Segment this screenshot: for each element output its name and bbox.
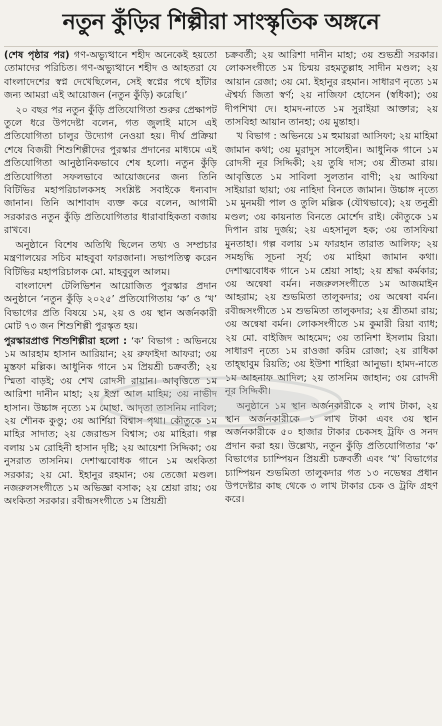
- winners-list-ka: ‘ক’ বিভাগ : অভিনয়ে ১ম আরহাম হাসান আরিয়ান; ২য় রুফাইদা আফরা; ৩য় মুস্তফা মল্লিক। আধুনিক গানে ১ম প্রিয়শ্রী চক্রবর্তী; ২য় স্মিতা বাড়ই; ৩য় শেখ রোদসী রায়ান। আবৃত্তিতে ১ম আরিশা দানীন মাহা; ২য় ইস্রা আল মাহিম; ৩য় নাভীদ হাসান। উচ্চাঙ্গ নৃত্যে ১ম মোছা. আদৃতা তাসনিম নাবিল; ২য় শৌনক কুণ্ডু; ৩য় আর্শিয়া বিশ্বাস পৃথা। কৌতুকে ১ম মাহির সাদাত; ২য় জেরান্ডস বিশ্বাস; ৩য় মাহিরা। গল্প বলায় ১ম রোহিনী হাসান দৃষ্টি; ২য় আয়েশা সিদ্দিকা; ৩য় নুসরাত তাসনিম। দেশাত্মবোধক গানে ১ম অংকিতা সরকার; ২য় মো. ইহানুর রহমান; ৩য় তেজো মণ্ডল। নজরুলসংগীতে ১ম অভিজ্ঞা বসাক; ২য় শ্রেয়া রায়; ৩য় অংকিতা সরকার। রবীন্দ্রসংগীতে ১ম প্রিয়শ্রী: [4, 335, 217, 508]
- right-column: [225, 49, 438, 725]
- paragraph-background: ২০ বছর পর নতুন কুঁড়ি প্রতিযোগিতা শুরুর প্রেক্ষাপট তুলে ধরে উপদেষ্টা বলেন, গত জুলাই মাসে এই প্রতিযোগিতা চালুর উদ্যোগ নেওয়া হয়। দীর্ঘ প্রক্রিয়া শেষে বিজয়ী শিশুশিল্পীদের পুরস্কার প্রদানের মাধ্যমে এই প্রতিযোগিতা আনুষ্ঠানিকভাবে শেষ হলো। নতুন কুঁড়ি প্রতিযোগিতা সফলভাবে আয়োজনের জন্য তিনি বিটিভির মহাপরিচালকসহ সংশ্লিষ্ট সবাইকে ধন্যবাদ জানান। তিনি আশাবাদ ব্যক্ত করে বলেন, আগামী সরকারও নতুন কুঁড়ি প্রতিযোগিতার ধারাবাহিকতা বজায় রাখবে।: [4, 104, 217, 237]
- paragraph-awards: বাংলাদেশ টেলিভিশন আয়োজিত পুরস্কার প্রদান অনুষ্ঠানে ‘নতুন কুঁড়ি ২০২৫’ প্রতিযোগিতায় ‘ক’ ও ‘খ’ বিভাগের প্রতি বিষয়ে ১ম, ২য় ও ৩য় স্থান অর্জনকারী মোট ৭৩ জন শিশুশিল্পী পুরস্কৃত হয়।: [4, 280, 217, 333]
- continuation-label: (শেষ পৃষ্ঠার পর): [4, 50, 70, 61]
- winners-list-kha: খ বিভাগ : অভিনয়ে ১ম হুমায়রা আসিফা; ২য় মাহিমা জামান কথা; ৩য় মুরাদুস সালেহীন। আধুনিক গানে ১ম রোদসী নূর সিদ্দিকী; ২য় তুষি দাস; ৩য় শ্রীতমা রায়। আবৃত্তিতে ১ম সাবিলা সুলতান বাণী; ২য় আফিয়া সাইয়ারা ছায়া; ৩য় নাহিদা বিনতে জামান। উচ্চাঙ্গ নৃত্যে ১ম মুনময়ী পাল ও তুলি মল্লিক (যৌথভাবে); ২য় তনুশ্রী মণ্ডল; ৩য় কায়নাত বিনতে মোর্শেদ রাই। কৌতুকে ১ম দিপান রায় দুর্জয়; ২য় এহসানুল হক; ৩য় তাসফিয়া মুনতাহা। গল্প বলায় ১ম ফারহান তারাত আলিফ; ২য় সমহৃদ্ধি সূচনা সূর্য; ৩য় মাহিমা জামান কথা। দেশাত্মবোধক গানে ১ম শ্রেয়া সাহা; ২য় শ্রদ্ধা কর্মকার; ৩য় অন্বেষা বর্মন। নজরুলসংগীতে ১ম আজমাইন আহরাম; ২য় শুভমিতা তালুকদার; ৩য় অন্বেষা বর্মন। রবীন্দ্রসংগীতে ১ম শুভমিতা তালুকদার; ২য় শ্রীতমা রায়; ৩য় অন্বেষা বর্মন। লোকসংগীতে ১ম কুমারী রিয়া ব্যাধ; ২য় মো. বাইজিদ আহমেদ; ৩য় তানিশা ইসলাম রিয়া। সাধারণ নৃত্যে ১ম রাওজা করিম রোজা; ২য় রাধিকা তাহ্ছাবুম রিয়তি; ৩য় ইউশা শাহিরা আনুভা। হামদ-নাতে ১ম আহনাফ আদিল; ২য় তাসনিম জাহান; ৩য় রোদসী নূর সিদ্দিকী।: [225, 131, 438, 398]
- paragraph-guests: অনুষ্ঠানে বিশেষ অতিথি ছিলেন তথ্য ও সম্প্রচার মন্ত্রণালয়ের সচিব মাহবুবা ফারজানা। সভাপতিত্ব করেন বিটিভির মহাপরিচালক মো. মাহবুবুল আলম।: [4, 239, 217, 278]
- article-headline: নতুন কুঁড়ির শিল্পীরা সাংস্কৃতিক অঙ্গনে: [4, 0, 438, 47]
- intro-text: গণ-অভ্যুত্থানে শহীদ অনেকেই হয়তো তোমাদের পরিচিত। গণ-অভ্যুত্থানে শহীদ ও আহতরা যে বাংলাদেশের স্বপ্ন দেখেছিলেন, সেই স্বপ্নের পথে হাঁটার জন্য আমরা এই আয়োজন (নতুন কুঁড়ি) করেছি।’: [4, 50, 217, 102]
- winners-list-ka-continued: চক্রবর্তী; ২য় আরিশা দানীন মাহা; ৩য় শুভশ্রী সরকার। লোকসংগীতে ১ম চিন্ময় রহমতুল্লাহ সাদীন মণ্ডল; ২য় আয়ান রেজা; ৩য় মো. ইহানুর রহমান। সাধারণ নৃত্যে ১ম ঐশ্বর্য্য জিতা স্বর্ণ; ২য় নাজিফা হোসেন (স্বধিকা); ৩য় দীপশিখা দে। হামদ-নাতে ১ম সুরাইয়া আক্তার; ২য় তাসবিহা আয়ান তানহা; ৩য় মুন্তাহা।: [225, 50, 438, 129]
- prize-details-paragraph: অনুষ্ঠানে ১ম স্থান অর্জনকারীকে ২ লাখ টাকা, ২য় স্থান অর্জনকারীকে ১ লাখ টাকা এবং ৩য় স্থান অর্জনকারীকে ৫০ হাজার টাকার চেকসহ ট্রফি ও সনদ প্রদান করা হয়। উল্লেখ্য, নতুন কুঁড়ি প্রতিযোগিতার ‘ক’ বিভাগের চ্যাম্পিয়ন প্রিয়শ্রী চক্রবর্তী এবং ‘খ’ বিভাগের চ্যাম্পিয়ন শুভমিতা তালুকদার গত ১৩ নভেম্বর প্রধান উপদেষ্টার কাছ থেকে ৩ লাখ টাকার চেক ও ট্রফি গ্রহণ করে।: [225, 400, 438, 506]
- intro-paragraph: [4, 49, 217, 103]
- winners-paragraph: [4, 335, 217, 509]
- left-column: [4, 49, 217, 725]
- article-body: [4, 47, 438, 725]
- winners-heading: পুরস্কারপ্রাপ্ত শিশুশিল্পীরা হলো :: [4, 335, 128, 347]
